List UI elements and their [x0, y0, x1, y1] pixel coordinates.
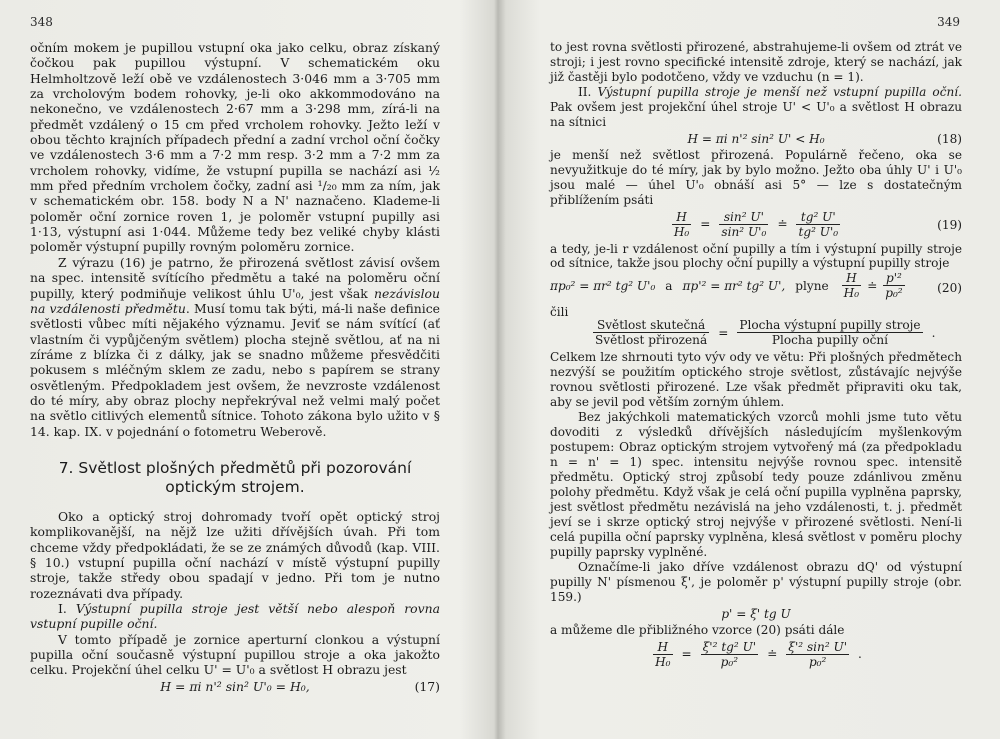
paragraph: to jest rovna světlosti přirozené, abstrahujeme-li ovšem od ztrát ve stroji; i jest rovno specifické intensitě zdroje, který se nachází, jak již častěji bylo podotčeno, vždy ve vzduchu (n = 1).	[550, 40, 962, 84]
equation-17	[30, 678, 440, 696]
emphasis-text: Výstupní pupilla stroje jest větší nebo alespoň rovna vstupní pupille oční.	[30, 601, 440, 632]
fraction	[842, 271, 861, 300]
fraction	[701, 640, 759, 669]
case-label: II.	[578, 84, 598, 99]
paragraph: očním mokem je pupillou vstupní oka jako celku, obraz získaný čočkou pak pupillou výstupní. V schematickém oku Helmholtzově leží obě ve vzdálenostech 3·046 mm a 3·705 mm za vrcholovým bodem rohovky, je-li oko akkommodováno na nekonečno, ve vzdálenostech 2·67 mm a 3·298 mm, zírá-li na předmět vzdálený o 15 cm před vrcholem rohovky. Ježto leží v obou těchto krajních případech přední a zadní vrchol oční čočky ve vzdálenostech 3·6 mm a 7·2 mm resp. 3·2 mm a 7·2 mm za vrcholem rohovky, vidíme, že vstupní pupilla se nachází asi ½ mm před předním vrcholem čočky, zadní asi ¹/₂₀ mm za ním, jak v schematickém obr. 158. body N a N' naznačeno. Klademe-li poloměr oční zornice roven 1, je poloměr vstupní pupilly asi 1·13, výstupní asi 1·044. Můžeme tedy bez veliké chyby klásti poloměr výstupní pupilly rovným poloměru zornice.	[30, 40, 440, 255]
equation-body: p' = ξ' tg U	[721, 606, 791, 621]
right-body	[550, 40, 962, 672]
fraction	[737, 318, 922, 347]
denominator: Světlost přirozená	[595, 333, 708, 348]
right-page	[502, 0, 1000, 739]
paragraph: V tomto případě je zornice aperturní clonkou a výstupní pupilla oční současně výstupní pupillou stroje a oka jakožto celku. Projekční úhel celku U' = U'₀ a světlost H obrazu jest	[30, 631, 440, 678]
fraction	[796, 210, 840, 239]
numerator: sin² U'	[719, 210, 768, 225]
equation-body: H = πi n'² sin² U'₀ = H₀,	[160, 678, 310, 694]
numerator: tg² U'	[796, 210, 840, 225]
equation-22: $\frac{H}{\text{H₀}}$ = $\frac{\text{ξ'² tg² U'}}{\text{p₀²}}$ ≐ $\frac{\text{ξ'² sin² U'}}{\text{p₀²}}$ .	[655, 639, 862, 669]
page-number: 349	[937, 15, 960, 29]
equation-part: plyne	[795, 278, 829, 293]
denominator: H₀	[673, 224, 690, 239]
equation-body: H = πi n'² sin² U' < H₀	[687, 131, 825, 146]
equation-number: (19)	[937, 217, 962, 232]
heading-line: optickým strojem.	[165, 477, 305, 496]
emphasis-text: nezávislou na vzdálenosti předmětu	[30, 285, 440, 316]
emphasis-text: Výstupní pupilla stroje je menší než vstupní pupilla oční.	[597, 84, 962, 99]
paragraph	[30, 601, 440, 632]
paragraph: a tedy, je-li r vzdálenost oční pupilly a tím i výstupní pupilly stroje od sítnice, takže jsou plochy oční pupilly a výstupní pupilly stroje	[550, 241, 962, 271]
numerator: H	[653, 640, 672, 655]
denominator: p₀²	[808, 654, 827, 669]
text-run: Pak ovšem jest projekční úhel stroje U' < U'₀ a světlost H obrazu na sítnici	[550, 99, 962, 129]
text-run: . Musí tomu tak býti, má-li naše definice světlosti vůbec míti nějakého významu. Jeviť se nám svítící (ať vlastním či vypůjčeným světlem) plocha stejně světlou, ať na ni zíráme z blízka či z dálky, jak se snadno můžeme přesvědčiti pokusem s mléčným sklem ze zadu, nebo s papírem se strany osvětleným. Předpokladem jest ovšem, že nevzroste vzdálenost do té míry, aby obraz plochy nepřekrýval než velmi malý počet na světlo citlivých elementů sítnice. Tohoto zákona bylo užito v § 14. kap. IX. v pojednání o fotometru Weberově.	[30, 300, 441, 439]
equation-part: a	[665, 278, 673, 293]
equation-20: πp₀² = πr² tg² U'₀ a πp'² = πr² tg² U', plyne $\frac{H}{\text{H₀}}$ ≐ $\frac{\text{p'²}}{\text{p₀²}}$ (20)	[550, 271, 962, 301]
denominator: H₀	[655, 654, 671, 669]
paragraph: Bez jakýchkoli matematických vzorců mohli jsme tuto větu dovoditi z výsledků dřívějších následujícím myšlenkovým postupem: Obraz optickým strojem vytvořený má (za předpokladu n = n' = 1) spec. intensitu nejvýše rovnou spec. intensitě předmětu. Optický stroj způsobí tedy pouze zdánlivou změnu polohy předmětu. Když však je celá oční pupilla vyplněna paprsky, jest světlost předmětu nezávislá na jeho vzdálenosti, t. j. předmět jeví se i skrze optický stroj nejvýše v přirozené světlosti. Není-li celá pupilla oční paprsky vyplněna, klesá světlost v poměru plochy pupilly paprsky vyplněné.	[550, 410, 962, 559]
numerator: Světlost skutečná	[593, 318, 709, 333]
numerator: Plocha výstupní pupilly stroje	[739, 318, 921, 333]
numerator: H	[842, 271, 861, 286]
paragraph: Oko a optický stroj dohromady tvoří opět optický stroj komplikovanější, na nějž lze užiti dřívějších úvah. Při tom chceme vždy předpokládati, že se ze známých důvodů (kap. VIII. § 10.) vstupní pupilla oční nachází v místě výstupní pupilly stroje, takže středy obou spadají v jedno. Při tom je nutno rozeznávati dva případy.	[30, 508, 440, 601]
fraction	[593, 318, 709, 347]
denominator: sin² U'₀	[721, 224, 767, 239]
numerator: ξ'² tg² U'	[702, 639, 757, 654]
paragraph: Označíme-li jako dříve vzdálenost obrazu dQ' od výstupní pupilly N' písmenou ξ', je poloměr p' výstupní pupilly stroje (obr. 159.)	[550, 559, 962, 604]
paragraph	[30, 255, 440, 439]
case-label: I.	[58, 601, 76, 616]
equation-number: (17)	[414, 678, 440, 694]
fraction	[786, 640, 849, 669]
numerator: p'²	[883, 271, 904, 286]
denominator: Plocha pupilly oční	[771, 333, 889, 348]
paragraph: a můžeme dle přibližného vzorce (20) psáti dále	[550, 622, 845, 637]
equation-part: πp₀² = πr² tg² U'₀	[550, 278, 656, 293]
equation-19: $\frac{H}{\text{H₀}}$ = $\frac{\text{sin² U'}}{\text{sin² U'₀}}$ ≐ $\frac{\text{tg² U'}}{\text{tg² U'₀}}$ (19)	[673, 209, 962, 239]
paragraph: je menší než světlost přirozená. Populárně řečeno, oka se nevyužitkuje do té míry, jak by bylo možno. Ježto oba úhly U' i U'₀ jsou malé — úhel U'₀ obnáší asi 5° — lze s dostatečným přiblížením psáti	[550, 147, 962, 207]
equation-18	[550, 130, 962, 148]
equation-21	[550, 605, 962, 623]
numerator: H	[672, 210, 691, 225]
word-equation: $\frac{\text{Světlost skutečná}}{\text{Světlost přirozená}}$ = $\frac{\text{Plocha výstupní pupilly stroje}}{\text{Plocha pupilly oční}}$ .	[595, 318, 936, 348]
paragraph: Celkem lze shrnouti tyto výv ody ve větu: Při plošných předmětech nezvýší se použitím optického stroje světlost, zůstávajíc nejvýše rovnou světlosti přirozené. Lze však předmět připraviti oku tak, aby se jevil pod větším zorným úhlem.	[550, 350, 962, 410]
text-run: Z výrazu (16) je patrno, že přirozená světlost závisí ovšem na spec. intensitě svítícího předmětu a také na poloměru oční pupilly, který podmiňuje velikost úhlu U'₀, jest však	[30, 254, 440, 301]
denominator: H₀	[843, 286, 860, 301]
fraction	[883, 271, 904, 300]
left-page	[0, 0, 494, 739]
denominator: p₀²	[720, 654, 739, 669]
left-body	[30, 40, 440, 696]
fraction	[653, 640, 672, 669]
denominator: p₀²	[885, 286, 903, 301]
page-number: 348	[30, 15, 53, 29]
paragraph	[550, 85, 962, 130]
fraction	[672, 210, 691, 239]
fraction	[719, 210, 768, 239]
numerator: ξ'² sin² U'	[788, 639, 848, 654]
equation-number: (20)	[937, 281, 962, 296]
equation-part: πp'² = πr² tg² U',	[682, 278, 786, 293]
heading-line: 7. Světlost plošných předmětů při pozorování	[58, 458, 412, 477]
section-heading	[30, 459, 440, 497]
equation-number: (18)	[937, 131, 962, 146]
denominator: tg² U'₀	[798, 224, 839, 239]
paragraph: čili	[550, 305, 569, 320]
